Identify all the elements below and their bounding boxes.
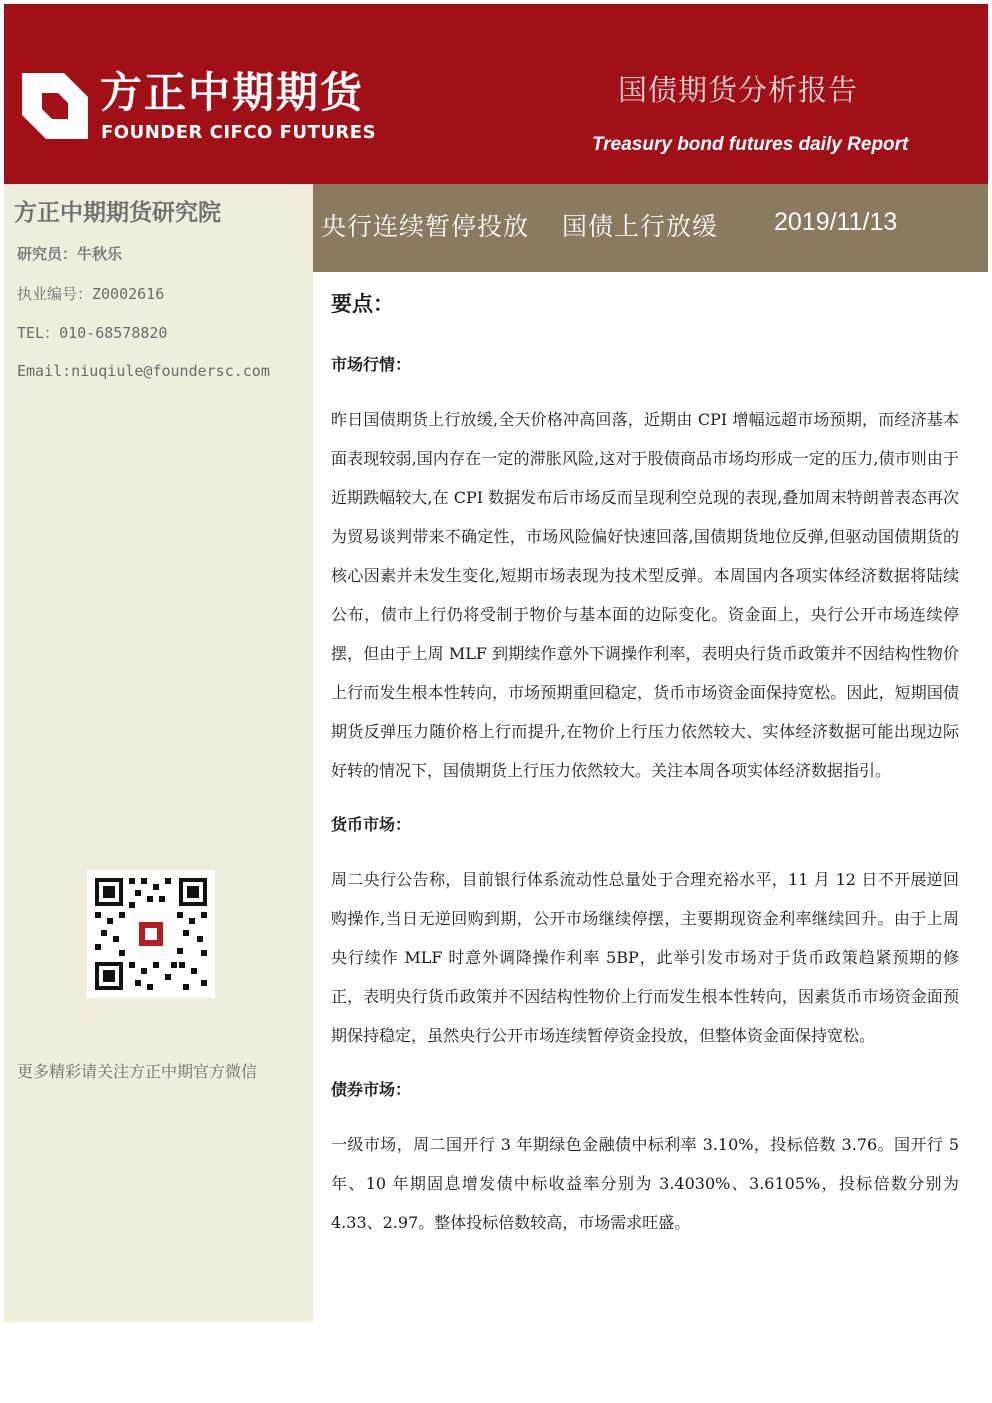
email-address[interactable]: Email:niuqiule@foundersc.com: [17, 362, 270, 380]
telephone: TEL：010-68578820: [17, 324, 168, 342]
wechat-qr-code-icon: [87, 870, 215, 998]
company-name-cn: 方正中期期货: [100, 68, 365, 117]
headline-part2: 国债上行放缓: [562, 212, 719, 241]
section-text-market: 昨日国债期货上行放缓,全天价格冲高回落，近期由 CPI 增幅远超市场预期，而经济基本面表现较弱,国内存在一定的滞胀风险,这对于股债商品市场均形成一定的压力,债市则由于近期跌幅较大,在 CPI 数据发布后市场反而呈现利空兑现的表现,叠加周末特朗普表态再次为贸易谈判带来不确定性，市场风险偏好快速回落,国债期货地位反弹,但驱动国债期货的核心因素并未发生变化,短期市场表现为技术型反弹。本周国内各项实体经济数据将陆续公布，债市上行仍将受制于物价与基本面的边际变化。资金面上，央行公开市场连续停摆，但由于上周 MLF 到期续作意外下调操作利率，表明央行货币政策并不因结构性物价上行而发生根本性转向，市场预期重回稳定，货币市场资金面保持宽松。因此，短期国债期货反弹压力随价格上行而提升,在物价上行压力依然较大、实体经济数据可能出现边际好转的情况下，国债期货上行压力依然较大。关注本周各项实体经济数据指引。: [331, 410, 959, 780]
section-text-bond: 一级市场，周二国开行 3 年期绿色金融债中标利率 3.10%，投标倍数 3.76。国开行 5 年、10 年期固息增发债中标收益率分别为 3.4030%、3.6105%，投标倍数分别为 4.33、2.97。整体投标倍数较高，市场需求旺盛。: [331, 1135, 959, 1232]
key-points-heading: 要点：: [331, 292, 394, 316]
report-title-cn: 国债期货分析报告: [618, 73, 859, 107]
license-number: 执业编号：Z0002616: [17, 285, 165, 303]
main-content: [331, 288, 959, 1242]
founder-logo-icon: [22, 73, 88, 139]
sidebar: [4, 184, 313, 1322]
report-title-en: Treasury bond futures daily Report: [592, 134, 909, 155]
headline-part1: 央行连续暂停投放: [321, 212, 530, 241]
company-name-en: FOUNDER CIFCO FUTURES: [101, 122, 377, 143]
section-heading-money: 货币市场：: [331, 815, 412, 834]
researcher-name: 研究员：牛秋乐: [17, 245, 123, 263]
qr-caption: 更多精彩请关注方正中期官方微信: [17, 1062, 258, 1081]
section-text-money: 周二央行公告称，目前银行体系流动性总量处于合理充裕水平，11 月 12 日不开展逆回购操作,当日无逆回购到期，公开市场继续停摆，主要期现资金利率继续回升。由于上周央行续作 MLF 时意外调降操作利率 5BP，此举引发市场对于货币政策趋紧预期的修正，表明央行货币政策并不因结构性物价上行而发生根本性转向，因素货币市场资金面预期保持稳定，虽然央行公开市场连续暂停资金投放，但整体资金面保持宽松。: [331, 870, 959, 1045]
section-heading-market: 市场行情：: [331, 355, 412, 374]
report-date: 2019/11/13: [774, 208, 898, 236]
section-heading-bond: 债券市场：: [331, 1080, 412, 1099]
institute-name: 方正中期期货研究院: [14, 200, 221, 226]
